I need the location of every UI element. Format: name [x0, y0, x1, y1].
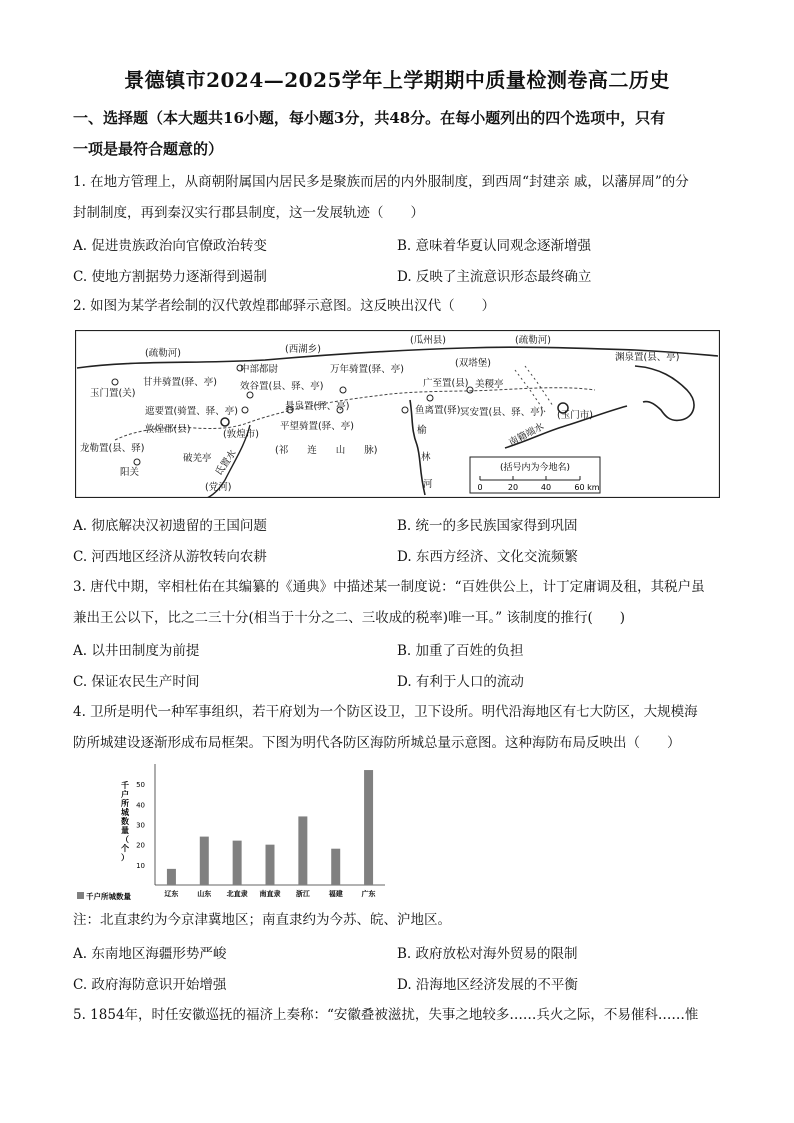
map-place-label: 敦煌郡(县): [145, 424, 191, 435]
map-place-label: 遮要置(骑置、驿、亭): [145, 406, 238, 417]
y-tick-label: 20: [136, 841, 145, 850]
x-tick-label: 北直隶: [226, 890, 248, 898]
q4-option-a[interactable]: A. 东南地区海疆形势严峻: [73, 946, 227, 962]
y-axis-label-char: 数: [121, 817, 129, 826]
q3-stem-line1: 3. 唐代中期，宰相杜佑在其编纂的《通典》中描述某一制度说：“百姓供公上，计丁定庸调及租，其税户虽: [73, 579, 705, 595]
q3-option-c[interactable]: C. 保证农民生产时间: [73, 674, 200, 690]
scale-40: 40: [540, 483, 552, 492]
q2-option-a[interactable]: A. 彻底解决汉初遗留的王国问题: [73, 518, 267, 534]
y-tick-label: 10: [136, 861, 145, 870]
q4-option-c[interactable]: C. 政府海防意识开始增强: [73, 977, 227, 993]
section-heading-line2: 一项是最符合题意的）: [73, 140, 224, 158]
x-tick-label: 山东: [197, 890, 212, 898]
y-axis-label-char: 个: [121, 844, 129, 853]
map-place-label: 平望骑置(驿、亭): [280, 421, 354, 432]
legend-swatch: [77, 892, 84, 899]
y-axis-label-char: 所: [121, 799, 129, 808]
q4-option-b[interactable]: B. 政府放松对海外贸易的限制: [397, 946, 578, 962]
bar-浙江: [298, 816, 307, 885]
map-legend: (括号内为今地名): [499, 463, 571, 473]
map-place-label: 河: [423, 479, 433, 490]
y-axis-label-char: ）: [121, 853, 129, 862]
chart-ylabel: [121, 780, 130, 862]
x-tick-label: 浙江: [295, 890, 310, 898]
bar-chart-svg: [75, 760, 405, 905]
map-place-label: 美稷亭: [475, 379, 504, 390]
map-place-label: 广至置(县): [423, 378, 469, 389]
q1-option-d[interactable]: D. 反映了主流意识形态最终确立: [397, 269, 592, 285]
map-place-label: 冥安置(县、驿、亭): [460, 407, 544, 418]
map-place-label: 龙勒置(县、驿): [80, 443, 145, 454]
map-place-label: 效谷置(县、驿、亭): [240, 381, 324, 392]
y-axis-label-char: 量: [121, 826, 129, 835]
map-place-label: (党河): [205, 482, 232, 493]
map-place-label: (疏勒河): [515, 335, 551, 346]
map-place-label: 榆: [417, 425, 427, 436]
map-place-label: (西湖乡): [285, 344, 321, 355]
map-place-label: (瓜州县): [410, 335, 446, 346]
map-place-label: 南籍端水: [507, 421, 546, 449]
map-place-label: 玉门置(关): [90, 388, 136, 399]
q4-stem-line2: 防所城建设逐渐形成布局框架。下图为明代各防区海防所城总量示意图。这种海防布局反映出（ ）: [73, 735, 681, 751]
q1-option-b[interactable]: B. 意味着华夏认同观念逐渐增强: [397, 238, 592, 254]
x-tick-label: 辽东: [164, 890, 179, 898]
bar-辽东: [167, 869, 176, 885]
q1-stem-line1: 1. 在地方管理上，从商朝附属国内居民多是聚族而居的内外服制度，到西周“封建亲 戚，以藩屏周”的分: [73, 174, 689, 190]
q3-option-b[interactable]: B. 加重了百姓的负担: [397, 643, 524, 659]
q2-stem-line1: 2. 如图为某学者绘制的汉代敦煌郡邮驿示意图。这反映出汉代（ ）: [73, 298, 496, 314]
q5-stem-line1: 5. 1854年，时任安徽巡抚的福济上奏称：“安徽叠被滋扰，失事之地较多……兵火之际，不易催科……惟: [73, 1007, 699, 1023]
q1-stem-line2: 封制制度，再到秦汉实行郡县制度，这一发展轨迹（ ）: [73, 205, 424, 221]
map-place-label: 甘井骑置(驿、亭): [143, 377, 217, 388]
map-place-label: (玉门市): [557, 410, 593, 421]
scale-0: 0: [477, 483, 483, 492]
map-place-label: 破羌亭: [183, 453, 212, 464]
map-place-label: 氐置水: [213, 448, 239, 478]
map-place-label: (疏勒河): [145, 348, 181, 359]
map-svg: [75, 330, 720, 498]
x-tick-label: 广东: [361, 890, 376, 898]
y-tick-label: 50: [136, 781, 145, 790]
map-place-label: 中部都尉: [240, 364, 279, 375]
bar-北直隶: [233, 841, 242, 885]
map-place-label: 鱼离置(驿): [415, 405, 461, 416]
dunhuang-postal-map: [75, 330, 720, 498]
q3-stem-line2: 兼出王公以下，比之二三十分(相当于十分之二、三收成的税率)唯一耳。” 该制度的推行( ): [73, 610, 626, 626]
y-tick-label: 30: [136, 821, 145, 830]
q1-option-c[interactable]: C. 使地方割据势力逐渐得到遏制: [73, 269, 267, 285]
map-place-label: 万年骑置(驿、亭): [330, 364, 404, 375]
scale-60: 60 km: [574, 483, 600, 492]
coastal-defense-chart: [75, 760, 405, 905]
map-place-label: (祁 连 山 脉): [275, 445, 378, 456]
bar-南直隶: [266, 845, 275, 885]
x-tick-label: 福建: [328, 890, 343, 898]
y-tick-label: 40: [136, 801, 145, 810]
bar-山东: [200, 837, 209, 885]
q4-option-d[interactable]: D. 沿海地区经济发展的不平衡: [397, 977, 578, 993]
y-axis-label-char: 千: [121, 781, 129, 790]
map-place-label: 阳关: [120, 467, 140, 478]
section-heading-line1: 一、选择题（本大题共16小题，每小题3分，共48分。在每小题列出的四个选项中，只有: [73, 109, 666, 127]
bar-广东: [364, 770, 373, 885]
y-axis-label-char: 城: [121, 808, 129, 817]
q1-option-a[interactable]: A. 促进贵族政治向官僚政治转变: [73, 238, 267, 254]
q3-option-a[interactable]: A. 以井田制度为前提: [73, 643, 200, 659]
q3-option-d[interactable]: D. 有利于人口的流动: [397, 674, 524, 690]
y-axis-label-char: 户: [121, 790, 129, 799]
y-axis-label-char: （: [121, 835, 129, 844]
q4-note: 注：北直隶约为今京津冀地区；南直隶约为今苏、皖、沪地区。: [73, 912, 451, 928]
chart-legend: 千户所城数量: [86, 892, 131, 901]
map-place-label: (双塔堡): [455, 358, 491, 369]
bar-福建: [331, 849, 340, 885]
scale-20: 20: [507, 483, 519, 492]
q2-option-c[interactable]: C. 河西地区经济从游牧转向农耕: [73, 549, 267, 565]
map-place-label: 渊泉置(县、亭): [615, 352, 680, 363]
map-place-label: 林: [421, 452, 431, 463]
map-place-label: (敦煌市): [223, 429, 259, 440]
q2-option-d[interactable]: D. 东西方经济、文化交流频繁: [397, 549, 578, 565]
q2-option-b[interactable]: B. 统一的多民族国家得到巩固: [397, 518, 578, 534]
page-title: 景德镇市2024—2025学年上学期期中质量检测卷高二历史: [124, 68, 670, 92]
q4-stem-line1: 4. 卫所是明代一种军事组织，若干府划为一个防区设卫，卫下设所。明代沿海地区有七大防区，大规模海: [73, 704, 698, 720]
map-place-label: 悬泉置(驿、亭): [285, 401, 350, 412]
x-tick-label: 南直隶: [259, 890, 281, 898]
